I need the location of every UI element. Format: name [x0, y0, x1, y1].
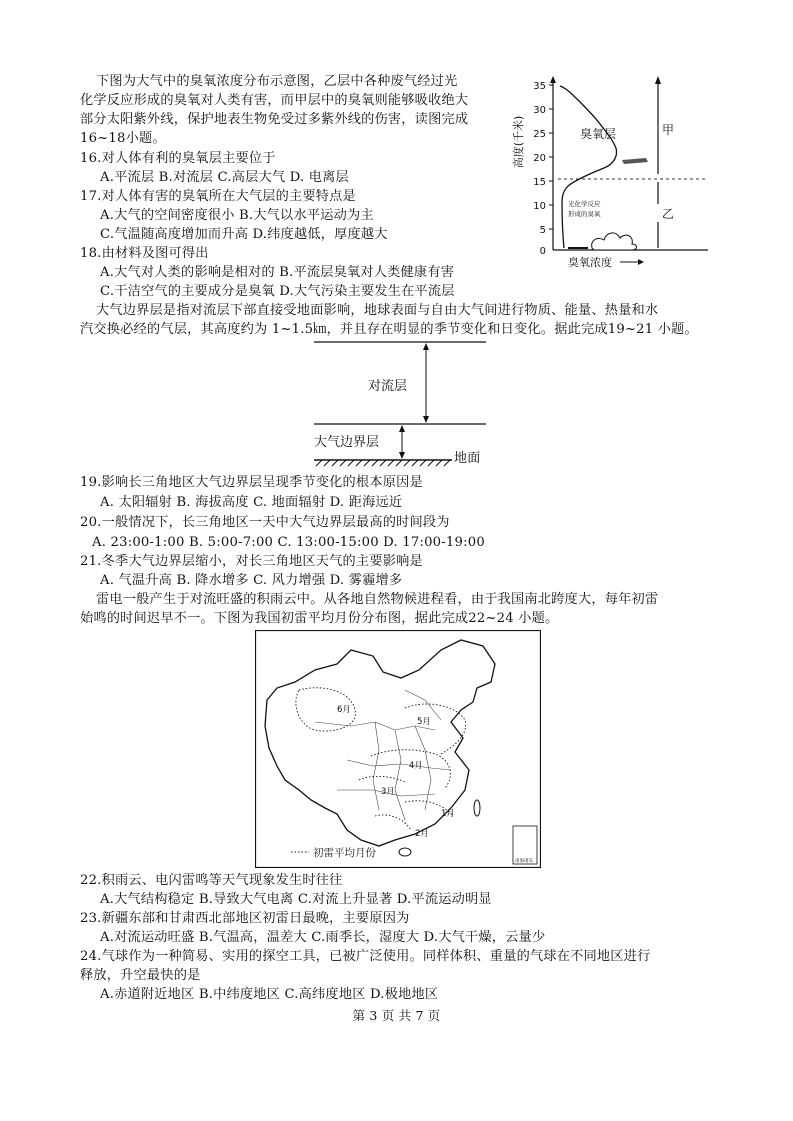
intro2-line1: 大气边界层是指对流层下部直接受地面影响，地球表面与自由大气间进行物质、能量、热量和水: [96, 303, 659, 318]
label-3m: 3月: [381, 787, 395, 797]
inset-label: 南海诸岛: [515, 859, 533, 864]
q16-options: A.平流层 B.对流层 C.高层大气 D. 电离层: [100, 170, 349, 185]
intro1-line2: 化学反应形成的臭氧对人类有害，而甲层中的臭氧则能够吸收绝大: [80, 93, 469, 108]
y-tick-15: 15: [533, 177, 546, 188]
y-tick-35: 35: [533, 81, 546, 92]
q20-options: A. 23:00-1:00 B. 5:00-7:00 C. 13:00-15:00 D. 17:00-19:00: [92, 535, 485, 550]
label-2m: 2月: [415, 829, 429, 839]
ozone-layer-label: 臭氧层: [580, 127, 617, 141]
intro1-line1: 下图为大气中的臭氧浓度分布示意图，乙层中各种废气经过光: [96, 74, 458, 89]
q17-options-1: A.大气的空间密度很小 B.大气以水平运动为主: [100, 208, 374, 223]
q18-options-2: C.干洁空气的主要成分是臭氧 D.大气污染主要发生在平流层: [100, 284, 455, 299]
ozone-curve: [560, 86, 617, 248]
q17-stem: 17.对人体有害的臭氧所在大气层的主要特点是: [80, 189, 356, 204]
q23-stem: 23.新疆东部和甘肃西北部地区初雷日最晚，主要原因为: [80, 911, 410, 926]
y-axis-label: 高度(千米): [512, 115, 525, 169]
jia-label: 甲: [662, 123, 675, 137]
q17-options-2: C.气温随高度增加而升高 D.纬度越低，厚度越大: [100, 227, 388, 242]
yi-label: 乙: [662, 207, 675, 221]
troposphere-label: 对流层: [368, 379, 408, 394]
hainan-island: [399, 848, 411, 856]
y-tick-10: 10: [533, 201, 546, 212]
airplane-icon: [622, 158, 648, 164]
q19-stem: 19.影响长三角地区大气边界层呈现季节变化的根本原因是: [80, 475, 423, 490]
q19-options: A. 太阳辐射 B. 海拔高度 C. 地面辐射 D. 距海远近: [100, 495, 403, 510]
y-axis-arrow: [550, 76, 556, 83]
x-axis-label: 臭氧浓度: [568, 256, 612, 269]
intro3-line2: 始鸣的时间迟早不一。下图为我国初雷平均月份分布图，据此完成22~24 小题。: [80, 611, 559, 626]
q21-options: A. 气温升高 B. 降水增多 C. 风力增强 D. 雾霾增多: [100, 573, 403, 588]
y-tick-5: 5: [539, 225, 546, 236]
y-tick-0: 0: [539, 246, 546, 257]
photochemical-label-2: 形成的臭氧: [568, 210, 601, 218]
boundary-layer-label: 大气边界层: [314, 435, 380, 450]
q18-stem: 18.由材料及图可得出: [80, 246, 209, 261]
boundary-layer-figure: [310, 340, 490, 468]
label-1m: 1月: [441, 809, 455, 819]
label-6m: 6月: [337, 705, 351, 715]
q22-stem: 22.积雨云、电闪雷鸣等天气现象发生时往往: [80, 873, 343, 888]
label-4m: 4月: [409, 761, 423, 771]
q20-stem: 20.一般情况下，长三角地区一天中大气边界层最高的时间段为: [80, 515, 450, 530]
intro1-line4: 16~18小题。: [80, 131, 166, 146]
y-tick-30: 30: [533, 105, 546, 116]
ozone-concentration-figure: [508, 72, 718, 270]
q16-stem: 16.对人体有利的臭氧层主要位于: [80, 151, 276, 166]
page-footer: 第 3 页 共 7 页: [352, 1008, 441, 1023]
y-tick-25: 25: [533, 129, 546, 140]
photochemical-label-1: 光化学反应: [568, 200, 601, 208]
q24-options: A.赤道附近地区 B.中纬度地区 C.高纬度地区 D.极地地区: [100, 987, 439, 1002]
intro1-line3: 部分太阳紫外线，保护地表生物免受过多紫外线的伤害，读图完成: [80, 112, 469, 127]
legend-text: 初雷平均月份: [313, 847, 376, 859]
q24-stem-line1: 24.气球作为一种简易、实用的探空工具，已被广泛使用。同样体积、重量的气球在不同地区进行: [80, 949, 651, 964]
label-5m: 5月: [417, 717, 431, 727]
taiwan-island: [474, 800, 480, 816]
q22-options: A.大气结构稳定 B.导致大气电离 C.对流上升显著 D.平流运动明显: [100, 892, 492, 907]
cloud-icon: [592, 233, 637, 250]
q18-options-1: A.大气对人类的影响是相对的 B.平流层臭氧对人类健康有害: [100, 265, 455, 280]
y-tick-20: 20: [533, 153, 546, 164]
q21-stem: 21.冬季大气边界层缩小，对长三角地区天气的主要影响是: [80, 554, 423, 569]
intro2-line2: 汽交换必经的气层，其高度约为 1~1.5㎞，并且存在明显的季节变化和日变化。据此完成19~21 小题。: [80, 322, 698, 337]
q24-stem-line2: 释放，升空最快的是: [80, 968, 201, 983]
q23-options: A.对流运动旺盛 B.气温高，温差大 C.雨季长，湿度大 D.大气干燥，云量少: [100, 930, 546, 945]
ground-label: 地面: [454, 451, 481, 466]
intro3-line1: 雷电一般产生于对流旺盛的积雨云中。从各地自然物候进程看，由于我国南北跨度大，每年初雷: [96, 592, 659, 607]
china-first-thunder-map: [255, 630, 541, 868]
